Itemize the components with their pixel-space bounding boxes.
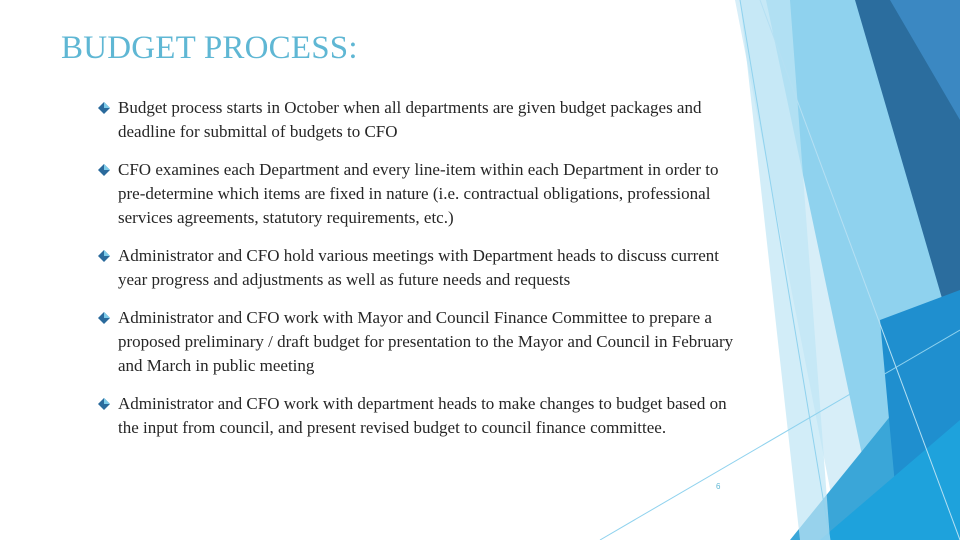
diamond-bullet-icon [98, 398, 110, 410]
bullet-text: Budget process starts in October when all departments are given budget packages and deadline for submittal of budgets to CFO [118, 98, 702, 141]
list-item [98, 244, 738, 292]
list-item [98, 306, 738, 378]
slide-title: BUDGET PROCESS: [61, 30, 358, 66]
bullet-text: Administrator and CFO work with Mayor and Council Finance Committee to prepare a proposed preliminary / draft budget for presentation to the Mayor and Council in February and March in public meeting [118, 308, 734, 375]
diamond-bullet-icon [98, 250, 110, 262]
page-number: 6 [716, 482, 721, 491]
bullet-list [98, 96, 738, 454]
diamond-bullet-icon [98, 102, 110, 114]
list-item [98, 158, 738, 230]
bullet-text: Administrator and CFO work with department heads to make changes to budget based on the input from council, and present revised budget to council finance committee. [118, 394, 727, 437]
bullet-text: Administrator and CFO hold various meetings with Department heads to discuss current year progress and adjustments as well as future needs and requests [118, 246, 720, 289]
diamond-bullet-icon [98, 312, 110, 324]
list-item [98, 96, 738, 144]
bullet-text: CFO examines each Department and every line-item within each Department in order to pre-determine which items are fixed in nature (i.e. contractual obligations, professional services agreements, statutory requirements, etc.) [118, 160, 719, 227]
list-item [98, 392, 738, 440]
diamond-bullet-icon [98, 164, 110, 176]
